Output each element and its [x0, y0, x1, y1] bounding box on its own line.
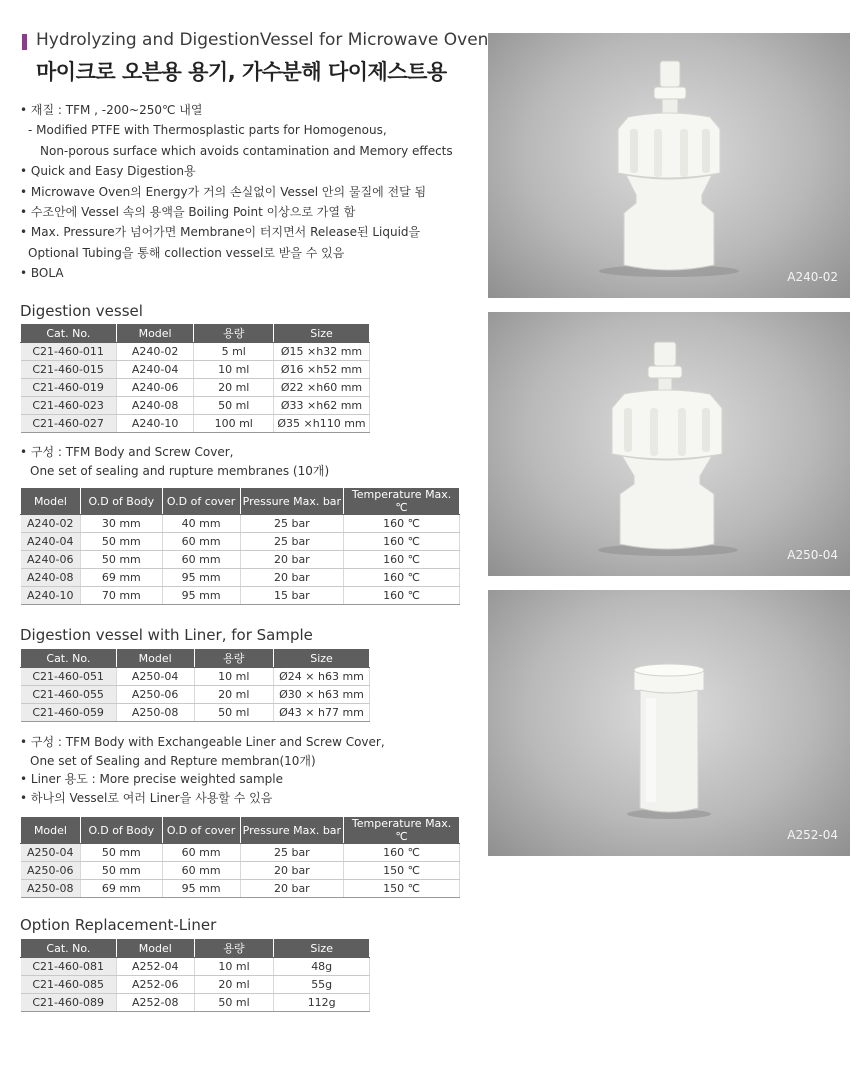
feature-item: • Microwave Oven의 Energy가 거의 손실없이 Vessel 안의 물질에 전달 됨	[20, 184, 427, 199]
table-row	[21, 976, 370, 994]
product-photo-a240-02	[488, 33, 850, 298]
table-cell: C21-460-011	[21, 343, 117, 361]
table-row	[21, 533, 460, 551]
table-cell: 10 ml	[194, 361, 274, 379]
table-cell: 50 ml	[194, 397, 274, 415]
table-cell: A240-04	[21, 533, 81, 551]
table-header: Model	[116, 939, 194, 958]
table-cell: 55g	[274, 976, 370, 994]
table-cell: Ø35 ×h110 mm	[274, 415, 370, 433]
table-cell: 50 mm	[80, 862, 162, 880]
product-photo-a252-04	[488, 590, 850, 856]
table-cell: A250-08	[116, 704, 194, 722]
table-cell: 50 mm	[80, 551, 162, 569]
table-header-row	[21, 488, 460, 515]
page-title-en: Hydrolyzing and DigestionVessel for Microwave Oven	[36, 30, 489, 50]
note-item: One set of sealing and rupture membranes (10개)	[30, 463, 330, 478]
table-cell: A240-04	[116, 361, 194, 379]
table-cell: Ø15 ×h32 mm	[274, 343, 370, 361]
table-header: Pressure Max. bar	[240, 488, 344, 515]
table-cell: Ø33 ×h62 mm	[274, 397, 370, 415]
table-header: Model	[21, 488, 81, 515]
table-cell: A252-04	[116, 958, 194, 976]
table-cell: Ø24 × h63 mm	[274, 668, 370, 686]
table-cell: C21-460-081	[21, 958, 117, 976]
feature-item: - Modified PTFE with Thermosplastic parts for Homogenous,	[28, 123, 387, 138]
table-cell: 50 mm	[80, 533, 162, 551]
table-cell: 95 mm	[162, 587, 240, 605]
table-cell: A250-06	[116, 686, 194, 704]
table-row	[21, 569, 460, 587]
photo-caption: A250-04	[787, 548, 838, 562]
liner-vessel-photo-icon	[488, 312, 850, 576]
liner-vessel-table	[20, 648, 370, 722]
table-cell: C21-460-089	[21, 994, 117, 1012]
table-cell: 150 ℃	[344, 880, 460, 898]
table-cell: 20 ml	[194, 686, 274, 704]
table-row	[21, 343, 370, 361]
table-cell: A240-08	[21, 569, 81, 587]
table-cell: 95 mm	[162, 880, 240, 898]
table-row	[21, 415, 370, 433]
table-row	[21, 515, 460, 533]
table-cell: Ø16 ×h52 mm	[274, 361, 370, 379]
table-cell: A252-08	[116, 994, 194, 1012]
table-cell: 50 ml	[194, 994, 274, 1012]
table-cell: 25 bar	[240, 533, 344, 551]
digestion-vessel-table	[20, 323, 370, 433]
table-cell: 160 ℃	[344, 844, 460, 862]
table-row	[21, 551, 460, 569]
photo-caption: A252-04	[787, 828, 838, 842]
table-cell: A240-02	[21, 515, 81, 533]
feature-item: Non-porous surface which avoids contamination and Memory effects	[40, 143, 453, 158]
table-cell: A250-08	[21, 880, 81, 898]
table-cell: 20 ml	[194, 976, 274, 994]
table-cell: 15 bar	[240, 587, 344, 605]
table-cell: C21-460-051	[21, 668, 117, 686]
table-header-row	[21, 324, 370, 343]
table-cell: 60 mm	[162, 862, 240, 880]
table-cell: 60 mm	[162, 551, 240, 569]
table-header: Size	[274, 649, 370, 668]
table-row	[21, 704, 370, 722]
table-header: Model	[21, 817, 81, 844]
table-cell: 160 ℃	[344, 533, 460, 551]
table-header-row	[21, 939, 370, 958]
table-cell: 69 mm	[80, 880, 162, 898]
digestion-vessel-notes	[20, 443, 329, 480]
table-cell: A250-04	[116, 668, 194, 686]
table-cell: C21-460-023	[21, 397, 117, 415]
digestion-vessel-spec-table	[20, 487, 460, 605]
table-header: Cat. No.	[21, 939, 117, 958]
feature-item: Optional Tubing을 통해 collection vessel로 받을 수 있음	[28, 245, 345, 260]
table-cell: 160 ℃	[344, 551, 460, 569]
table-header: Cat. No.	[21, 324, 117, 343]
table-cell: A240-02	[116, 343, 194, 361]
table-row	[21, 668, 370, 686]
table-header: Size	[274, 939, 370, 958]
table-cell: 160 ℃	[344, 569, 460, 587]
table-cell: 150 ℃	[344, 862, 460, 880]
table-cell: 70 mm	[80, 587, 162, 605]
table-cell: 60 mm	[162, 533, 240, 551]
table-header: Model	[116, 324, 194, 343]
liner-vessel-spec-table	[20, 816, 460, 898]
note-item: One set of Sealing and Repture membran(10개)	[30, 753, 316, 768]
table-cell: C21-460-019	[21, 379, 117, 397]
table-row	[21, 880, 460, 898]
table-cell: C21-460-059	[21, 704, 117, 722]
table-row	[21, 361, 370, 379]
table-cell: 40 mm	[162, 515, 240, 533]
table-cell: A240-06	[116, 379, 194, 397]
table-header-row	[21, 817, 460, 844]
table-header: 용량	[194, 939, 274, 958]
feature-item: • 재질 : TFM , -200~250℃ 내열	[20, 103, 203, 117]
table-cell: 20 bar	[240, 551, 344, 569]
table-cell: C21-460-027	[21, 415, 117, 433]
table-cell: 50 ml	[194, 704, 274, 722]
table-header: O.D of Body	[80, 488, 162, 515]
table-cell: 25 bar	[240, 515, 344, 533]
liner-vessel-notes	[20, 733, 385, 807]
table-header: Temperature Max. ℃	[344, 488, 460, 515]
table-header: O.D of cover	[162, 488, 240, 515]
table-cell: A240-10	[116, 415, 194, 433]
table-cell: A252-06	[116, 976, 194, 994]
feature-item: • BOLA	[20, 266, 64, 281]
table-header: Model	[116, 649, 194, 668]
table-cell: 10 ml	[194, 958, 274, 976]
note-item: • 구성 : TFM Body with Exchangeable Liner and Screw Cover,	[20, 735, 385, 749]
digestion-vessel-photo-icon	[488, 33, 850, 298]
table-row	[21, 686, 370, 704]
table-cell: C21-460-015	[21, 361, 117, 379]
table-header: 용량	[194, 649, 274, 668]
note-item: • 하나의 Vessel로 여러 Liner을 사용할 수 있음	[20, 790, 273, 805]
table-cell: A240-06	[21, 551, 81, 569]
table-row	[21, 862, 460, 880]
section-title-digestion-vessel: Digestion vessel	[20, 302, 143, 320]
photo-caption: A240-02	[787, 270, 838, 284]
table-row	[21, 397, 370, 415]
table-header: O.D of cover	[162, 817, 240, 844]
table-cell: 100 ml	[194, 415, 274, 433]
section-title-replacement-liner: Option Replacement-Liner	[20, 916, 217, 934]
table-header: O.D of Body	[80, 817, 162, 844]
table-cell: 20 ml	[194, 379, 274, 397]
feature-item: • 수조안에 Vessel 속의 용액을 Boiling Point 이상으로 가열 함	[20, 205, 356, 220]
table-cell: 112g	[274, 994, 370, 1012]
table-cell: 25 bar	[240, 844, 344, 862]
table-header: Size	[274, 324, 370, 343]
table-cell: 95 mm	[162, 569, 240, 587]
table-cell: 60 mm	[162, 844, 240, 862]
table-cell: C21-460-085	[21, 976, 117, 994]
table-row	[21, 844, 460, 862]
table-cell: C21-460-055	[21, 686, 117, 704]
table-header: Cat. No.	[21, 649, 117, 668]
table-cell: Ø43 × h77 mm	[274, 704, 370, 722]
table-cell: 20 bar	[240, 569, 344, 587]
table-cell: 20 bar	[240, 880, 344, 898]
table-cell: A240-10	[21, 587, 81, 605]
table-cell: A250-06	[21, 862, 81, 880]
table-row	[21, 994, 370, 1012]
replacement-liner-photo-icon	[488, 590, 850, 856]
table-cell: Ø22 ×h60 mm	[274, 379, 370, 397]
table-cell: 69 mm	[80, 569, 162, 587]
table-cell: A240-08	[116, 397, 194, 415]
table-header: Temperature Max. ℃	[344, 817, 460, 844]
table-cell: 160 ℃	[344, 515, 460, 533]
table-row	[21, 958, 370, 976]
replacement-liner-table	[20, 938, 370, 1012]
table-cell: 10 ml	[194, 668, 274, 686]
feature-list	[20, 100, 480, 284]
product-photo-a250-04	[488, 312, 850, 576]
table-cell: A250-04	[21, 844, 81, 862]
table-cell: Ø30 × h63 mm	[274, 686, 370, 704]
note-item: • 구성 : TFM Body and Screw Cover,	[20, 445, 234, 459]
feature-item: • Quick and Easy Digestion용	[20, 164, 196, 179]
feature-item: • Max. Pressure가 넘어가면 Membrane이 터지면서 Release된 Liquid을	[20, 225, 421, 240]
table-header-row	[21, 649, 370, 668]
table-row	[21, 379, 370, 397]
table-header: Pressure Max. bar	[240, 817, 344, 844]
section-title-liner-vessel: Digestion vessel with Liner, for Sample	[20, 626, 313, 644]
table-cell: 48g	[274, 958, 370, 976]
table-header: 용량	[194, 324, 274, 343]
table-row	[21, 587, 460, 605]
table-cell: 30 mm	[80, 515, 162, 533]
table-cell: 160 ℃	[344, 587, 460, 605]
page-title-ko: 마이크로 오븐용 용기, 가수분해 다이제스트용	[36, 60, 447, 84]
table-cell: 5 ml	[194, 343, 274, 361]
table-cell: 50 mm	[80, 844, 162, 862]
note-item: • Liner 용도 : More precise weighted sample	[20, 772, 284, 787]
table-cell: 20 bar	[240, 862, 344, 880]
